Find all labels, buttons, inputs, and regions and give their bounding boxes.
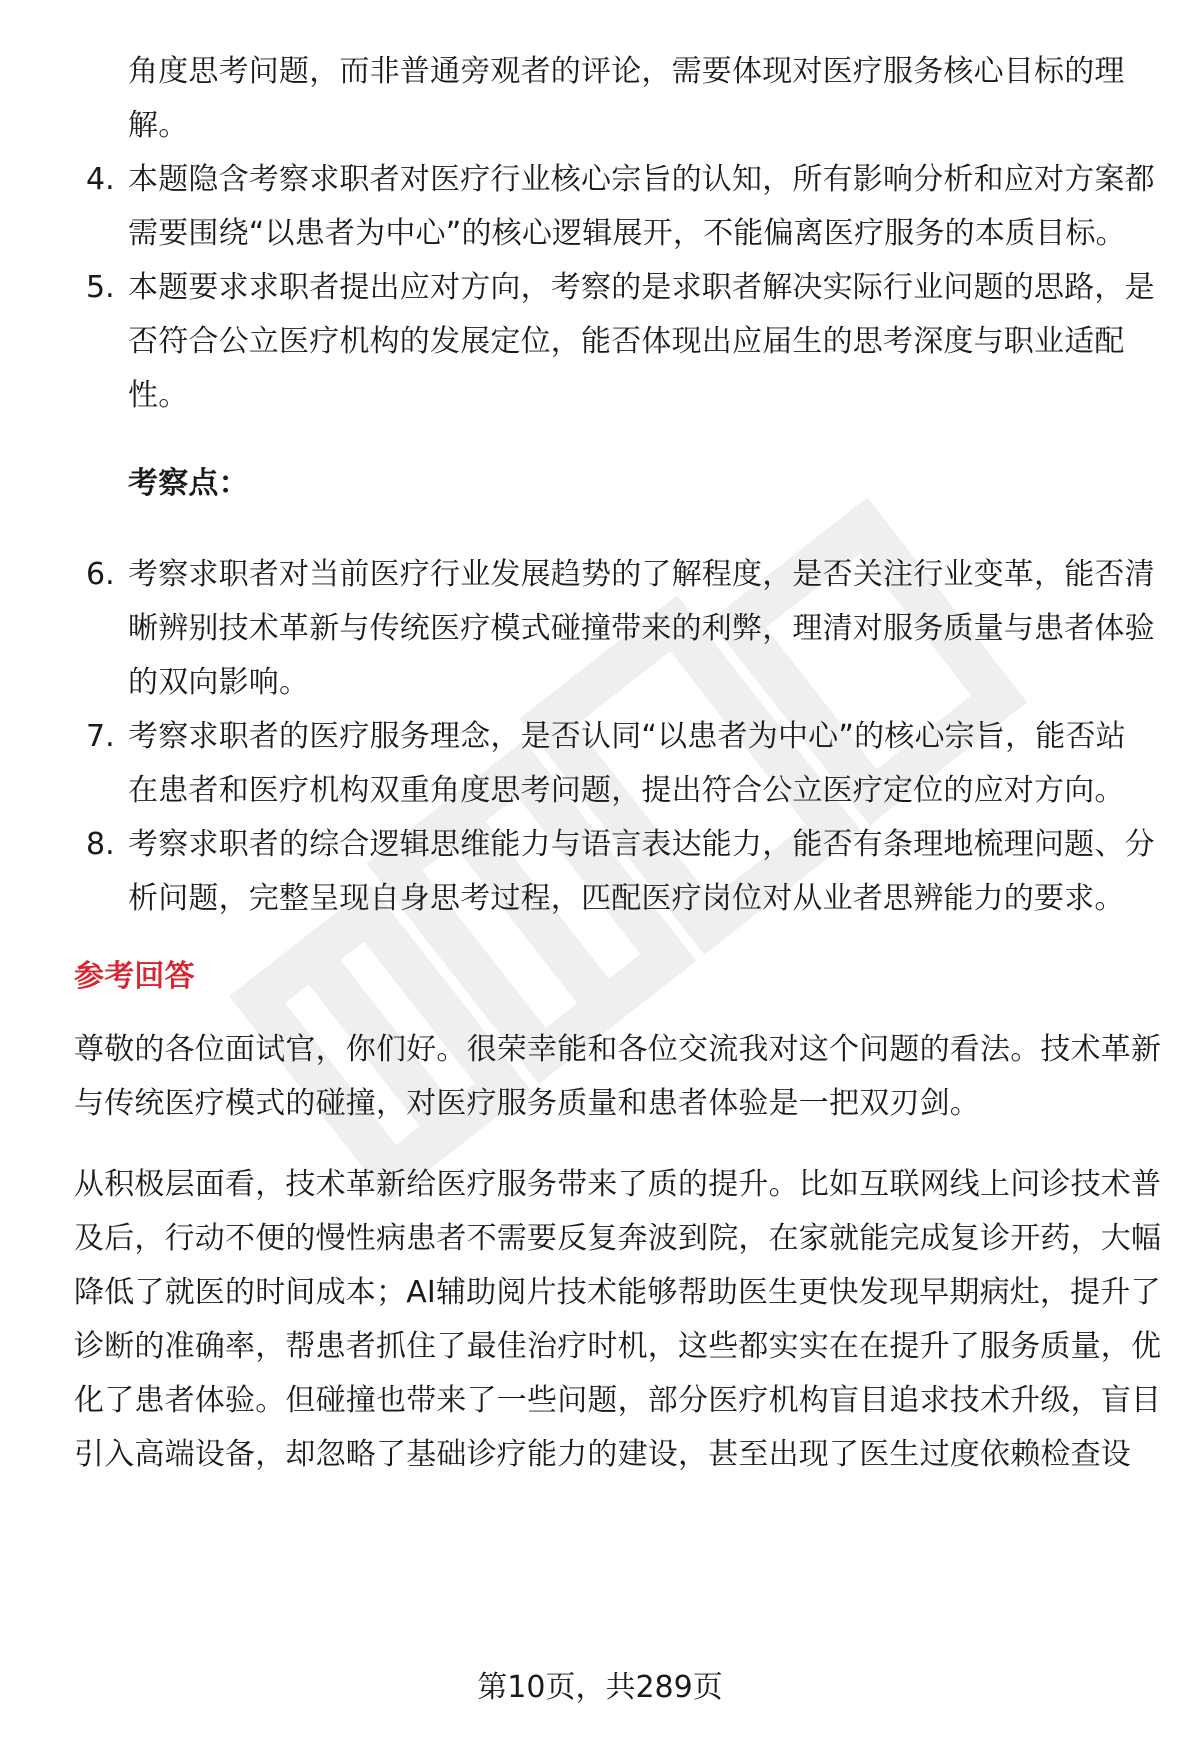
page-number-footer: 第10页，共289页: [477, 1670, 723, 1705]
list-item-line: 析问题，完整呈现自身思考过程，匹配医疗岗位对从业者思辨能力的要求。: [128, 881, 1125, 916]
intro-line-2: 解。: [128, 108, 189, 143]
list-item-line: 在患者和医疗机构双重角度思考问题，提出符合公立医疗定位的应对方向。: [128, 773, 1125, 808]
list-item-line: 考察求职者对当前医疗行业发展趋势的了解程度，是否关注行业变革，能否清: [128, 557, 1155, 592]
section-heading-answer: 参考回答: [74, 959, 195, 994]
answer-paragraph-line: 尊敬的各位面试官，你们好。很荣幸能和各位交流我对这个问题的看法。技术革新: [74, 1032, 1162, 1067]
list-item-number: 8.: [86, 827, 115, 862]
answer-paragraph-line: 及后，行动不便的慢性病患者不需要反复奔波到院，在家就能完成复诊开药，大幅: [74, 1221, 1162, 1256]
list-item-number: 4.: [86, 162, 115, 197]
answer-paragraph-line: 从积极层面看，技术革新给医疗服务带来了质的提升。比如互联网线上问诊技术普: [74, 1167, 1162, 1202]
list-item-line: 需要围绕“以患者为中心”的核心逻辑展开，不能偏离医疗服务的本质目标。: [128, 216, 1126, 251]
answer-paragraph-line: 诊断的准确率，帮患者抓住了最佳治疗时机，这些都实实在在提升了服务质量，优: [74, 1329, 1162, 1364]
list-item-line: 本题要求求职者提出应对方向，考察的是求职者解决实际行业问题的思路，是: [128, 270, 1155, 305]
intro-line-1: 角度思考问题，而非普通旁观者的评论，需要体现对医疗服务核心目标的理: [128, 54, 1125, 89]
answer-paragraph-line: 化了患者体验。但碰撞也带来了一些问题，部分医疗机构盲目追求技术升级，盲目: [74, 1383, 1162, 1418]
list-item-line: 晰辨别技术革新与传统医疗模式碰撞带来的利弊，理清对服务质量与患者体验: [128, 611, 1155, 646]
answer-paragraph-line: 与传统医疗模式的碰撞，对医疗服务质量和患者体验是一把双刃剑。: [74, 1086, 980, 1121]
list-item-number: 6.: [86, 557, 115, 592]
list-item-line: 否符合公立医疗机构的发展定位，能否体现出应届生的思考深度与职业适配: [128, 324, 1125, 359]
answer-paragraph-line: 降低了就医的时间成本；AI辅助阅片技术能够帮助医生更快发现早期病灶，提升了: [74, 1275, 1161, 1310]
list-item-line: 的双向影响。: [128, 665, 310, 700]
answer-paragraph-line: 引入高端设备，却忽略了基础诊疗能力的建设，甚至出现了医生过度依赖检查设: [74, 1437, 1131, 1472]
list-item-number: 5.: [86, 270, 115, 305]
list-item-line: 考察求职者的医疗服务理念，是否认同“以患者为中心”的核心宗旨，能否站: [128, 719, 1126, 754]
list-item-line: 性。: [128, 378, 189, 413]
list-item-line: 本题隐含考察求职者对医疗行业核心宗旨的认知，所有影响分析和应对方案都: [128, 162, 1155, 197]
list-item-line: 考察求职者的综合逻辑思维能力与语言表达能力，能否有条理地梳理问题、分: [128, 827, 1155, 862]
section-heading-points: 考察点：: [128, 466, 249, 501]
list-item-number: 7.: [86, 719, 115, 754]
